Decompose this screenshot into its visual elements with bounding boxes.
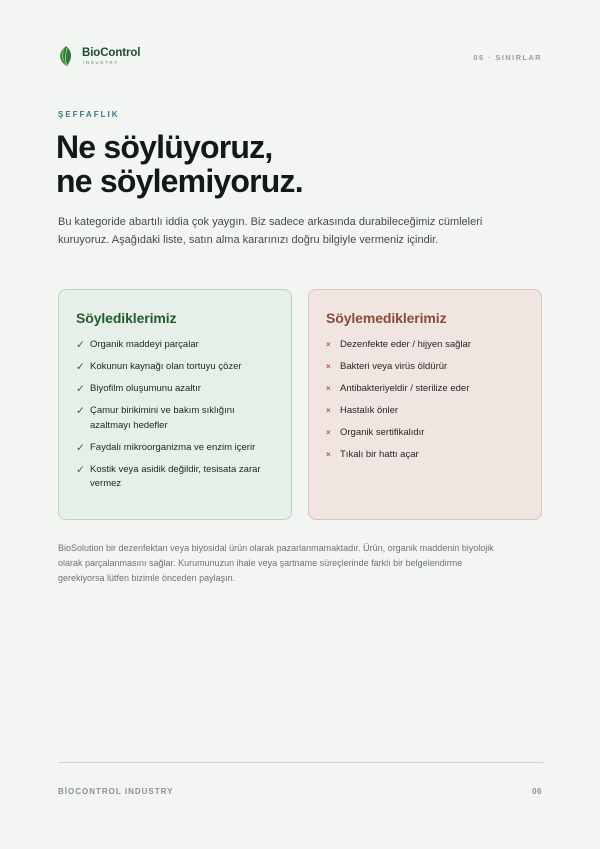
cross-icon: × <box>326 450 331 459</box>
list-item-text: Faydalı mikroorganizma ve enzim içerir <box>90 441 256 453</box>
logo-subtitle: INDUSTRY <box>83 59 119 65</box>
check-icon: ✓ <box>76 405 85 417</box>
page-title-line-1: Ne söylüyoruz, <box>56 129 273 165</box>
check-icon: ✓ <box>76 463 85 476</box>
says-list <box>76 338 273 492</box>
list-item-text: Tıkalı bir hattı açar <box>340 449 419 460</box>
cross-icon: × <box>326 428 331 437</box>
list-item-text: Kostik veya asidik değildir, tesisata zarar vermez <box>90 463 261 489</box>
list-item-text: Biyofilm oluşumunu azaltır <box>90 383 201 394</box>
list-item <box>76 441 273 456</box>
cross-icon: × <box>326 340 331 349</box>
doesnt-say-card <box>308 289 542 520</box>
list-item <box>326 360 523 375</box>
page-title <box>56 130 536 198</box>
brand-logo <box>58 45 140 67</box>
list-item-text: Bakteri veya virüs öldürür <box>340 361 448 372</box>
list-item <box>76 338 273 353</box>
says-card <box>58 289 292 520</box>
page-title-line-2: ne söylemiyoruz. <box>56 163 303 199</box>
page-number: 06 <box>532 787 542 796</box>
list-item-text: Çamur birikimini ve bakım sıklığını azaltmayı hedefler <box>90 405 235 431</box>
list-item <box>76 404 273 433</box>
list-item <box>326 448 523 463</box>
list-item-text: Antibakteriyeldir / sterilize eder <box>340 383 470 394</box>
logo-name: BioControl <box>82 46 141 59</box>
list-item <box>76 382 273 397</box>
cross-icon: × <box>326 384 331 393</box>
disclaimer-note: BioSolution bir dezenfektan veya biyosidal ürün olarak pazarlanmamaktadır. Ürün, organik maddenin biyolojik olarak parçalanmasını sağlar. Kurumunuzun ihale veya şartname süreçlerinde farklı bir belgelendirme gerekiyorsa lütfen bizimle önceden paylaşın. <box>58 543 494 583</box>
check-icon: ✓ <box>76 441 85 454</box>
check-icon: ✓ <box>76 361 85 373</box>
section-label: 06 · SINIRLAR <box>473 53 542 62</box>
list-item <box>76 360 273 375</box>
list-item-text: Organik maddeyi parçalar <box>90 339 199 350</box>
check-icon: ✓ <box>76 383 85 395</box>
check-icon: ✓ <box>76 339 85 351</box>
footer-brand: BİOCONTROL INDUSTRY <box>58 787 174 796</box>
list-item-text: Hastalık önler <box>340 405 399 416</box>
eyebrow-label: ŞEFFAFLIK <box>58 110 120 119</box>
list-item <box>326 382 523 397</box>
list-item <box>326 426 523 441</box>
list-item <box>326 404 523 419</box>
says-card-title: Söylediklerimiz <box>76 310 177 326</box>
cross-icon: × <box>326 362 331 371</box>
list-item-text: Dezenfekte eder / hijyen sağlar <box>340 339 471 350</box>
doesnt-say-card-title: Söylemediklerimiz <box>326 310 447 326</box>
list-item-text: Kokunun kaynağı olan tortuyu çözer <box>90 361 242 372</box>
list-item-text: Organik sertifikalıdır <box>340 427 425 438</box>
intro-paragraph: Bu kategoride abartılı iddia çok yaygın. Biz sadece arkasında durabileceğimiz cümleleri kuruyoruz. Aşağıdaki liste, satın alma kararınızı doğru bilgiyle vermeniz içindir. <box>58 216 483 246</box>
list-item <box>76 463 273 492</box>
leaf-icon <box>58 45 74 67</box>
footer-divider <box>58 762 543 763</box>
cross-icon: × <box>326 406 331 415</box>
doesnt-say-list <box>326 338 523 463</box>
list-item <box>326 338 523 353</box>
